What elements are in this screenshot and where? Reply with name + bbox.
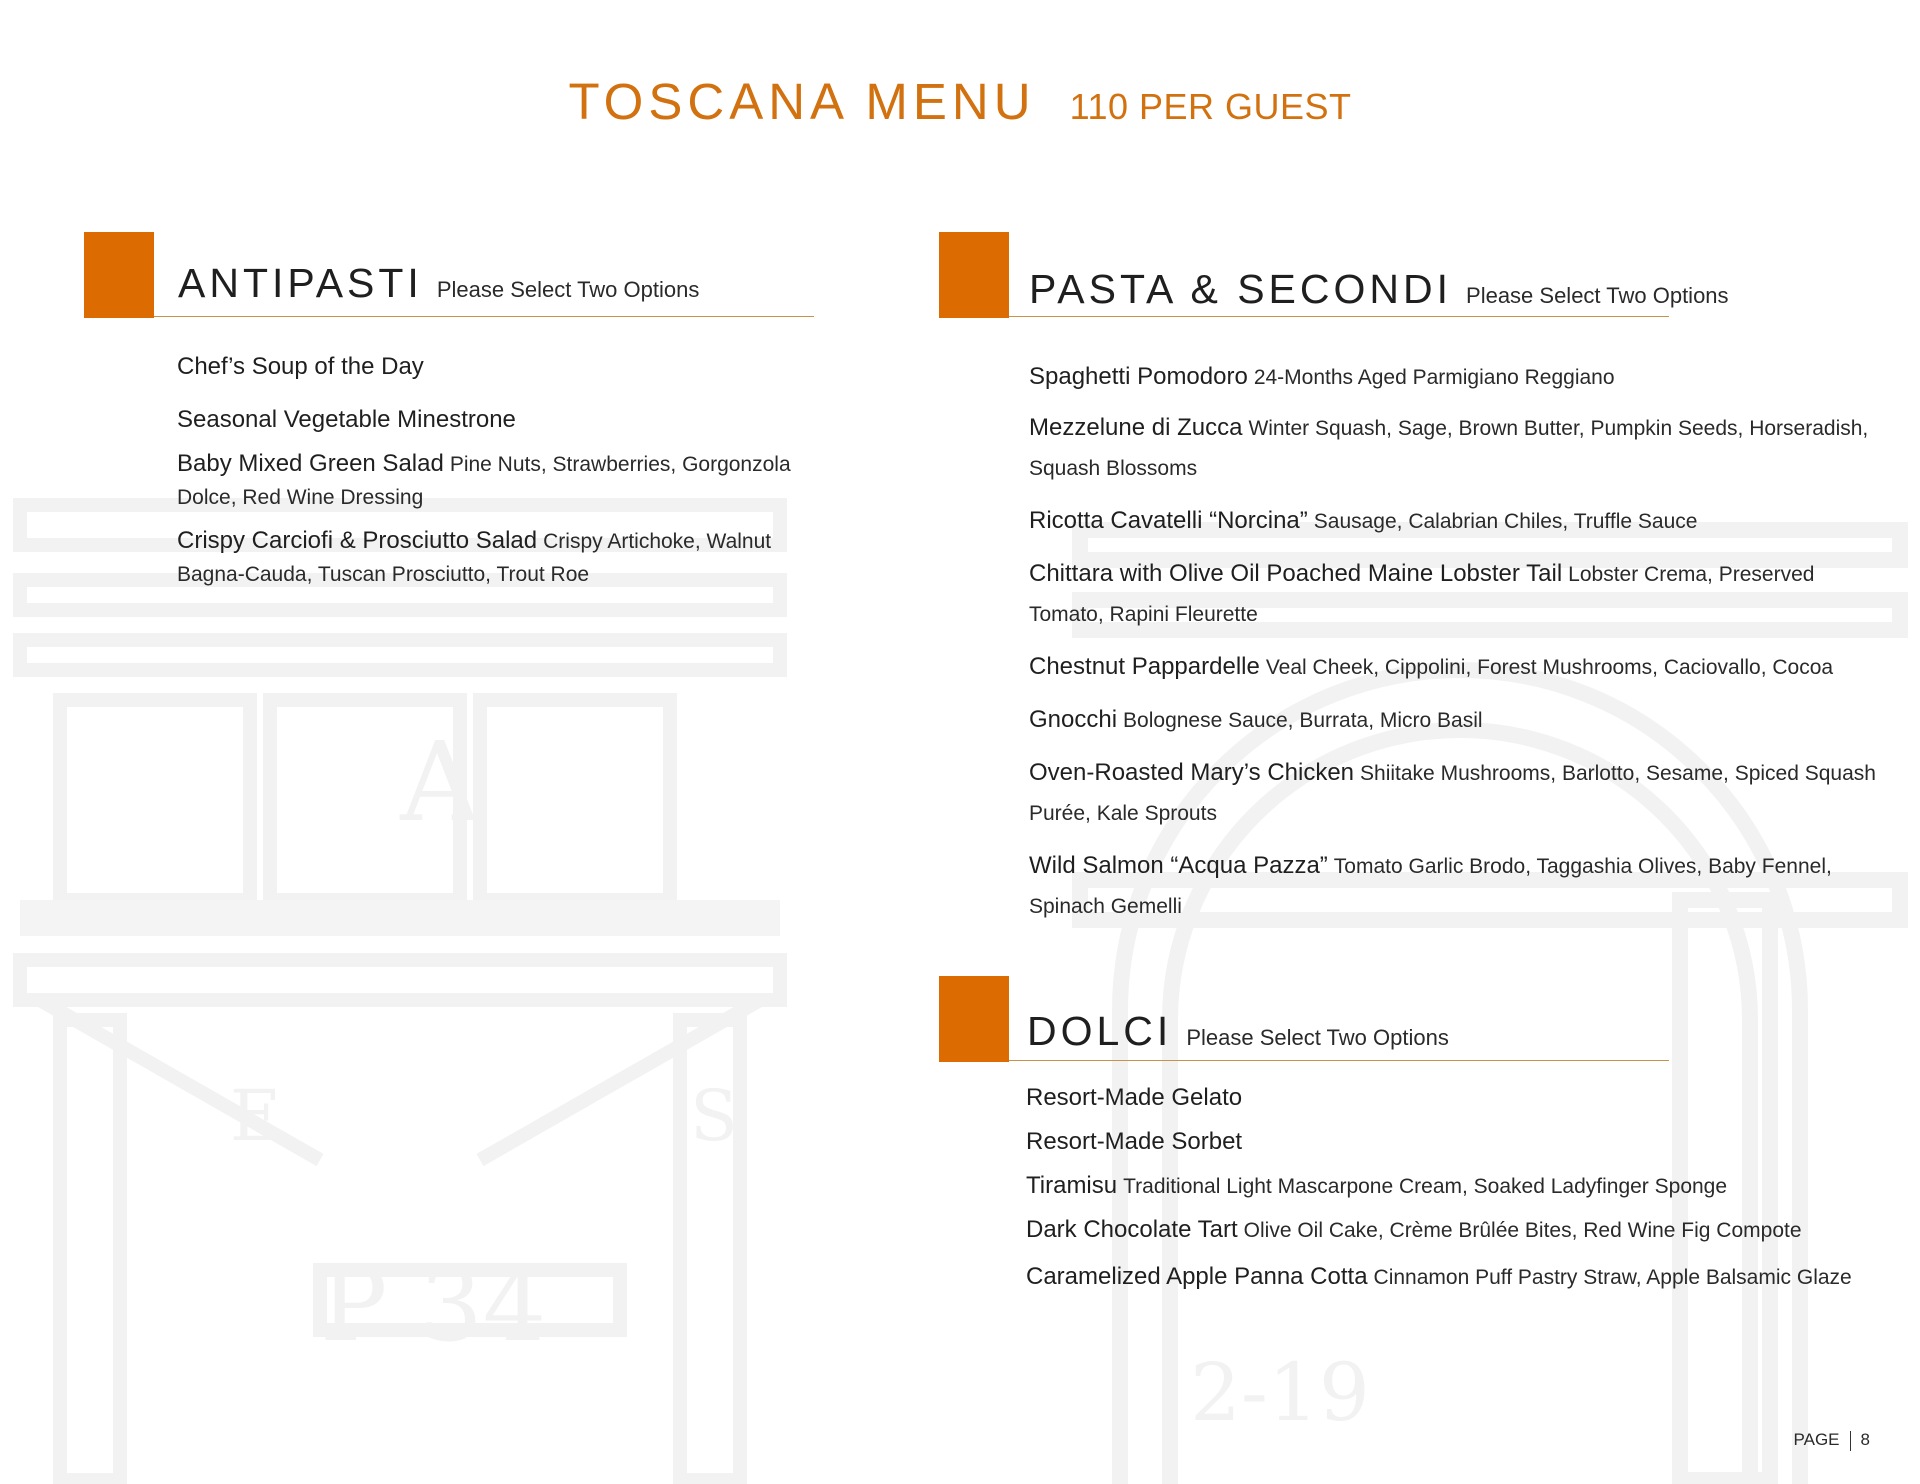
dolci-title: DOLCI — [1027, 1008, 1173, 1054]
dolci-list — [1026, 1080, 1896, 1300]
list-item — [177, 448, 827, 515]
list-item — [1026, 1080, 1896, 1119]
item-name: Gnocchi — [1029, 706, 1118, 733]
list-item — [1026, 1168, 1896, 1207]
svg-text:2-19: 2-19 — [1190, 1346, 1370, 1439]
item-description: 24-Months Aged Parmigiano Reggiano — [1253, 366, 1615, 389]
dolci-heading — [1027, 1008, 1449, 1055]
item-description: Olive Oil Cake, Crème Brûlée Bites, Red Wine Fig Compote — [1243, 1219, 1802, 1242]
item-name: Resort-Made Gelato — [1026, 1084, 1243, 1111]
item-description: Bolognese Sauce, Burrata, Micro Basil — [1123, 709, 1483, 732]
list-item — [1026, 1212, 1896, 1251]
pasta-header — [939, 232, 1729, 322]
item-name: Chef’s Soup of the Day — [177, 353, 424, 380]
item-name: Wild Salmon “Acqua Pazza” — [1029, 852, 1328, 879]
item-name: Tiramisu — [1026, 1172, 1118, 1199]
item-name: Ricotta Cavatelli “Norcina” — [1029, 507, 1308, 534]
page-number-value: 8 — [1860, 1430, 1870, 1449]
item-name: Baby Mixed Green Salad — [177, 450, 444, 477]
pasta-list — [1029, 358, 1889, 928]
item-name: Oven-Roasted Mary’s Chicken — [1029, 759, 1355, 786]
list-item — [177, 403, 827, 440]
dolci-header — [939, 976, 1699, 1066]
item-name: Spaghetti Pomodoro — [1029, 363, 1248, 390]
item-description: Traditional Light Mascarpone Cream, Soaked Ladyfinger Sponge — [1123, 1175, 1728, 1198]
item-description: Crispy Artichoke, Walnut Bagna-Cauda, Tuscan Prosciutto, Trout Roe — [177, 530, 772, 586]
svg-text:A: A — [400, 718, 480, 846]
menu-title-text: TOSCANA MENU — [568, 73, 1036, 130]
item-description: Cinnamon Puff Pastry Straw, Apple Balsamic Glaze — [1373, 1266, 1852, 1289]
dolci-accent-block — [939, 976, 1009, 1062]
item-description: Lobster Crema, Preserved Tomato, Rapini Fleurette — [1029, 563, 1815, 626]
list-item — [177, 350, 827, 387]
item-name: Crispy Carciofi & Prosciutto Salad — [177, 527, 538, 554]
antipasti-list — [177, 350, 827, 592]
svg-text:S: S — [690, 1075, 738, 1157]
pasta-rule — [1009, 316, 1669, 317]
page-number — [1794, 1430, 1870, 1451]
item-name: Dark Chocolate Tart — [1026, 1216, 1238, 1243]
list-item — [1029, 358, 1889, 399]
list-item — [1029, 701, 1889, 742]
list-item — [1026, 1124, 1896, 1163]
svg-text:E: E — [230, 1075, 282, 1157]
item-name: Seasonal Vegetable Minestrone — [177, 406, 516, 433]
pasta-accent-block — [939, 232, 1009, 318]
page-label: PAGE — [1793, 1430, 1840, 1449]
item-name: Chittara with Olive Oil Poached Maine Lobster Tail — [1029, 560, 1563, 587]
list-item — [177, 525, 827, 592]
list-item — [1029, 648, 1889, 689]
antipasti-heading — [178, 260, 699, 307]
antipasti-header — [84, 232, 814, 322]
antipasti-title: ANTIPASTI — [178, 260, 423, 306]
list-item — [1026, 1256, 1896, 1300]
item-description: Shiitake Mushrooms, Barlotto, Sesame, Spiced Squash Purée, Kale Sprouts — [1029, 762, 1876, 825]
list-item — [1029, 409, 1889, 490]
item-description: Veal Cheek, Cippolini, Forest Mushrooms, Caciovallo, Cocoa — [1265, 656, 1834, 679]
pasta-title: PASTA & SECONDI — [1029, 266, 1453, 312]
item-name: Resort-Made Sorbet — [1026, 1128, 1243, 1155]
list-item — [1029, 847, 1889, 928]
pasta-heading — [1029, 266, 1729, 313]
list-item — [1029, 555, 1889, 636]
antipasti-note: Please Select Two Options — [436, 277, 700, 302]
item-description: Tomato Garlic Brodo, Taggashia Olives, Baby Fennel, Spinach Gemelli — [1029, 855, 1832, 918]
item-name: Caramelized Apple Panna Cotta — [1026, 1263, 1368, 1290]
item-name: Mezzelune di Zucca — [1029, 414, 1243, 441]
item-name: Chestnut Pappardelle — [1029, 653, 1260, 680]
antipasti-rule — [154, 316, 814, 317]
item-description: Winter Squash, Sage, Brown Butter, Pumpkin Seeds, Horseradish, Squash Blossoms — [1029, 417, 1869, 480]
svg-text:P 34: P 34 — [320, 1247, 547, 1364]
item-description: Pine Nuts, Strawberries, Gorgonzola Dolce, Red Wine Dressing — [177, 453, 791, 509]
dolci-note: Please Select Two Options — [1186, 1025, 1449, 1050]
menu-price: 110 PER GUEST — [1069, 86, 1352, 127]
item-description: Sausage, Calabrian Chiles, Truffle Sauce — [1313, 510, 1698, 533]
list-item — [1029, 754, 1889, 835]
antipasti-accent-block — [84, 232, 154, 318]
list-item — [1029, 502, 1889, 543]
dolci-rule — [1009, 1060, 1669, 1061]
pasta-note: Please Select Two Options — [1466, 283, 1729, 308]
page-separator — [1850, 1431, 1851, 1451]
menu-title — [0, 72, 1920, 131]
